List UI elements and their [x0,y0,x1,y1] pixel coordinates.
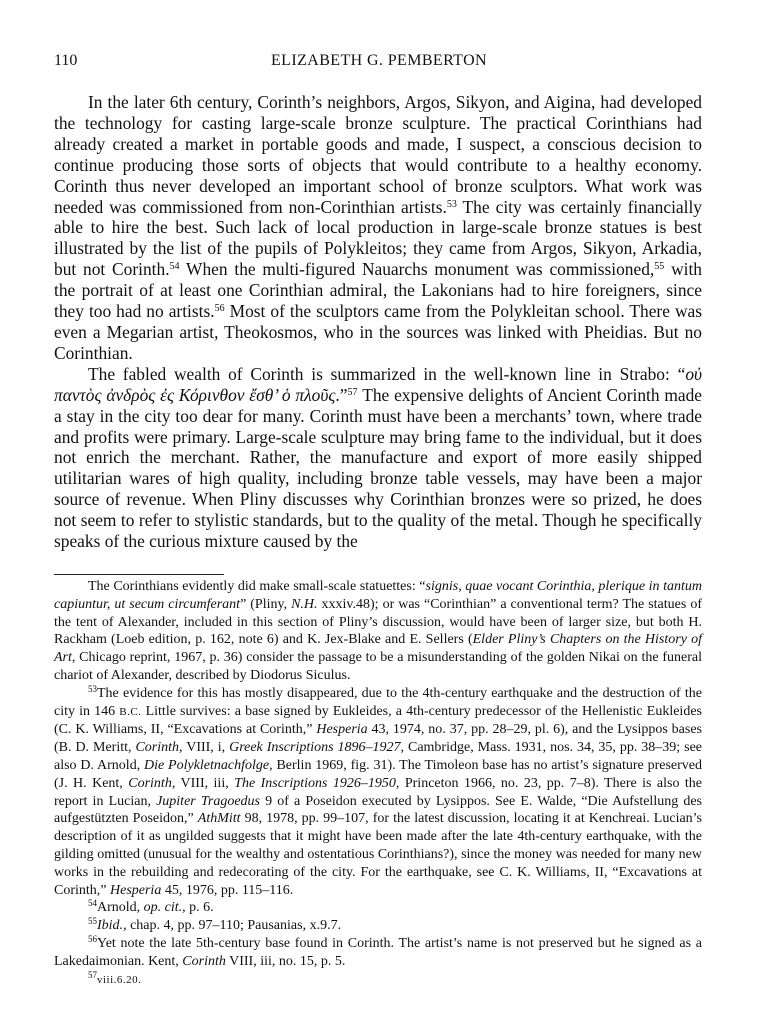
text-run: ” (Pliny, [240,596,292,612]
citation-title: The Inscriptions 1926–1950 [234,775,396,791]
footnote-number: 54 [88,898,97,909]
footnote-ref-56[interactable]: 56 [214,303,225,315]
text-run: 98, 1978, pp. 99–107, for the latest discussion, locating it at Kenchreai. Lucian’s description of it as ungilded suggests that it might have been made after the late 4th-century earthquake, with the gilding omitted (unusual for the wealthy and ostentatious Corinthians?), since the money was needed for many new works in the rebuilding and redecorating of the city. For the earthquake, see C. K. Williams, II, “Excavations at Corinth,” [54,811,703,898]
text-run: Little survives: a base signed by Eukleides, a 4th-century predecessor of the Hellenistic Eukleides (C. K. Williams, II, “Excavations at Corinth,” [54,703,702,738]
text-run: .” [335,384,348,405]
text-run: 43, 1974, no. 37, pp. 28–29, pl. 6), and the Lysippos bases (B. D. Meritt, [54,722,702,756]
footnote-number: 56 [88,933,97,944]
text-run: The evidence for this has mostly disappeared, due to the 4th-century earthquake and the destruction of the city in 146 [54,685,702,719]
greek-quote: οὐ παντὸς ἀνδρὸς ἐς Κόρινθον ἔσθ’ ὁ πλοῦς [54,363,702,405]
footnote-number: 55 [88,916,97,927]
latin-quote: signis, quae vocant Corinthia, plerique in tantum capiuntur, ut secum circumferant [54,579,702,612]
footnote-ref-53[interactable]: 53 [446,198,457,210]
citation-title: Elder Pliny’s Chapters on the History of Art [54,632,702,666]
text-run: 45, 1976, pp. 115–116. [161,882,294,898]
footnote-53 [54,685,702,900]
text-run: viii.6.20. [97,973,142,986]
citation-title: Jupiter Tragoedus [156,793,260,809]
footnote-number: 57 [88,969,97,980]
citation-title: Die Polykletnachfolge [144,757,270,773]
text-run: , Chicago reprint, 1967, p. 36) consider the passage to be a misunderstanding of the golden Nikai on the funeral chariot of Alexander, described by Diodorus Siculus. [54,650,702,683]
page-number: 110 [54,52,78,69]
text-run: The fabled wealth of Corinth is summarized in the well-known line in Strabo: “ [88,363,686,384]
citation-title: Ibid. [97,918,124,934]
citation-title: Greek Inscriptions 1896–1927 [229,740,401,756]
paragraph-1 [54,92,702,364]
text-run: with the portrait of at least one Corinthian admiral, the Lakonians had to hire foreigners, since they too had no artists. [54,259,702,322]
citation-title: AthMitt [197,811,241,827]
footnote-continued [54,578,702,685]
text-run: Yet note the late 5th-century base found in Corinth. The artist’s name is not preserved but he signed as a Lakedaimonian. Kent, [54,935,702,969]
text-run: 9 of a Poseidon executed by Lysippos. See E. Walde, “Die Aufstellung des aufgestützten Poseidon,” [54,793,703,827]
text-run: The expensive delights of Ancient Corinth made a stay in the city too dear for many. Corinth must have been a merchants’ town, where trade and profits were primary. Large-scale sculpture may bring fame to the individual, but it does not enrich the merchant. Rather, the manufacture and export of more easily shipped utilitarian wares of high quality, including bronze table vessels, may have been a major source of revenue. When Pliny discusses why Corinthian bronzes were so prized, he does not seem to refer to stylistic standards, but to the quality of the metal. Though he specifically speaks of the curious mixture caused by the [54,384,703,552]
text-run: , Princeton 1966, no. 23, pp. 7–8). There is also the report in Lucian, [54,775,702,809]
footnote-divider [54,574,224,575]
citation-title: Corinth [128,775,172,791]
text-run: B.C. [119,705,142,718]
text-run: VIII, iii, no. 15, p. 5. [225,953,346,969]
footnote-57 [54,971,702,990]
text-run: The Corinthians evidently did make small-scale statuettes: “ [88,579,426,594]
paragraph-2 [54,364,702,552]
text-run: , Berlin 1969, fig. 31). The Timoleon base has no artist’s signature preserved (J. H. Kent, [54,757,702,791]
footnotes [54,578,702,989]
citation-title: N.H. [291,596,318,612]
text-run: The city was certainly financially able to hire the best. Such lack of local production in large-scale bronze statues is best illustrated by the list of the pupils of Polykleitos; they came from Argos, Sikyon, Arkadia, but not Corinth. [54,196,702,280]
citation-title: Hesperia [316,722,368,738]
text-run: , VIII, i, [179,740,230,756]
main-text [54,92,702,552]
text-run: In the later 6th century, Corinth’s neighbors, Argos, Sikyon, and Aigina, had developed the technology for casting large-scale bronze sculpture. The practical Corinthians had already created a market in portable goods and made, I suspect, a conscious decision to continue producing those sorts of objects that would contribute to a healthy economy. Corinth thus never developed an important school of bronze sculptors. What work was needed was commissioned from non-Corinthian artists. [54,92,702,217]
text-run: , Cambridge, Mass. 1931, nos. 34, 35, pp. 38–39; see also D. Arnold, [54,740,703,773]
footnote-54 [54,899,702,917]
footnote-56 [54,935,702,971]
footnote-number: 53 [88,683,97,694]
footnote-ref-55[interactable]: 55 [654,261,665,273]
footnote-ref-57[interactable]: 57 [347,386,358,398]
text-run: Most of the sculptors came from the Polykleitan school. There was even a Megarian artist, Theokosmos, who in the sources was linked with Pheidias. But no Corinthian. [54,301,702,363]
citation-title: Corinth [135,740,180,756]
text-run: When the multi-figured Nauarchs monument was commissioned, [179,259,655,280]
citation-title: op. cit. [143,900,183,916]
running-head: ELIZABETH G. PEMBERTON [271,52,487,69]
text-run: Arnold, [97,900,144,916]
citation-title: Corinth [182,953,226,969]
text-run: , VIII, iii, [171,775,235,791]
text-run: , chap. 4, pp. 97–110; Pausanias, x.9.7. [123,918,342,934]
text-run: xxxiv.48); or was “Corinthian” a conventional term? The statues of the tent of Alexander, included in this section of Pliny’s discussion, would have been of larger size, but both H. Rackham (Loeb edition, p. 162, note 6) and K. Jex-Blake and E. Sellers ( [54,596,702,648]
footnote-ref-54[interactable]: 54 [169,261,180,273]
footnote-55 [54,917,702,935]
citation-title: Hesperia [110,882,162,898]
text-run: , p. 6. [182,900,214,916]
page-header [54,52,704,76]
